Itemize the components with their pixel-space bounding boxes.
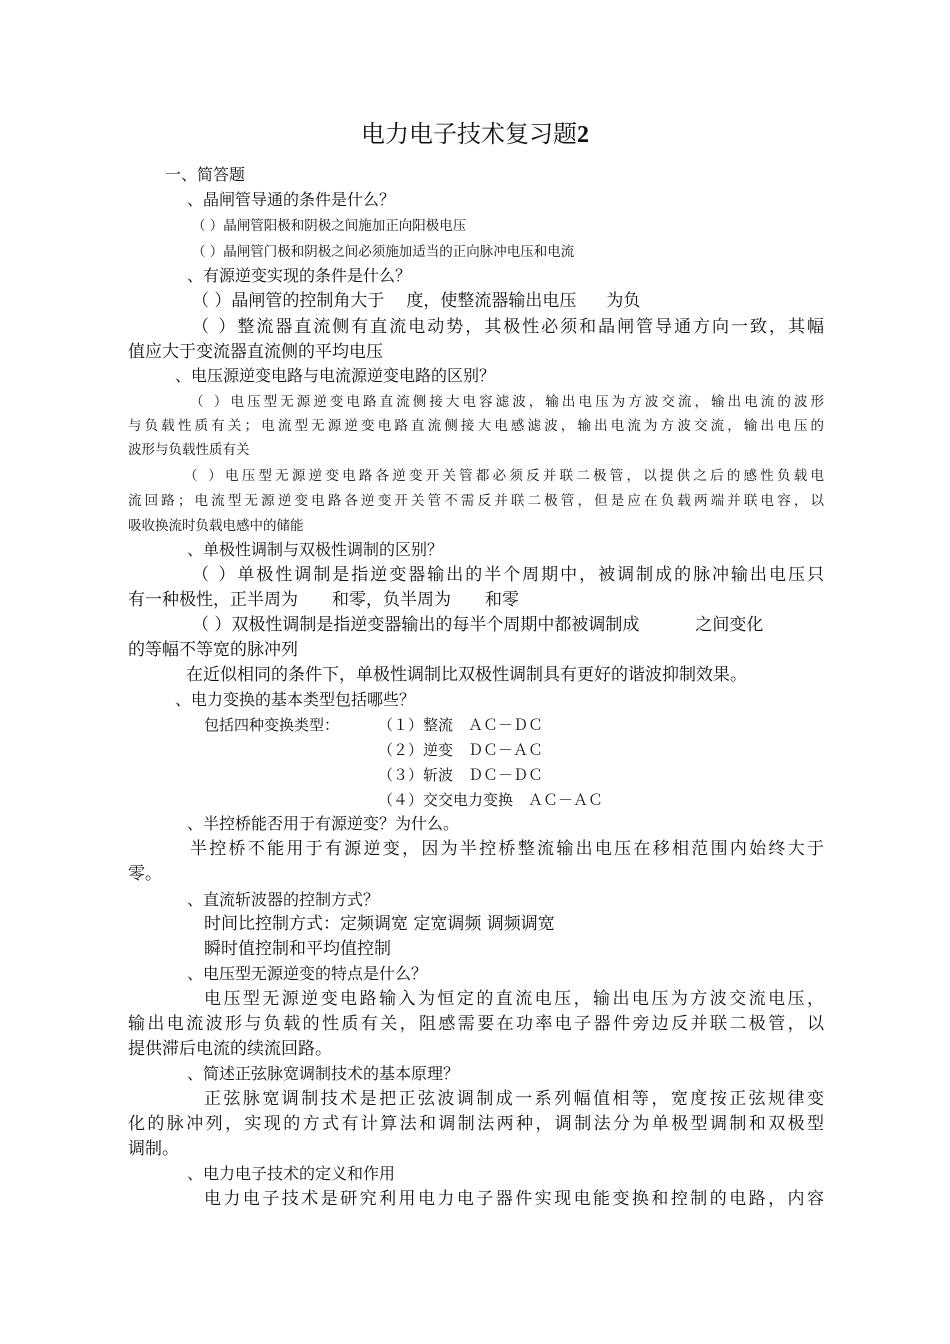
q3-answer-2-line3: 吸收换流时负载电感中的储能 bbox=[128, 518, 304, 534]
q5-item-4: （４）交交电力变换 ＡＣ－ＡＣ bbox=[378, 791, 604, 809]
q4-answer-2-line2: 的等幅不等宽的脉冲列 bbox=[128, 640, 298, 660]
q5-item-3: （３）斩波 ＤＣ－ＤＣ bbox=[378, 766, 544, 784]
q8-heading: 、电压型无源逆变的特点是什么？ bbox=[187, 964, 428, 983]
q3-answer-2-line1: （ ）电压型无源逆变电路各逆变开关管都必须反并联二极管，以提供之后的感性负载电 bbox=[184, 468, 824, 484]
q3-answer-1-line1: （ ）电压型无源逆变电路直流侧接大电容滤波，输出电压为方波交流，输出电流的波形 bbox=[190, 394, 824, 410]
q4-answer-2-line1-part1: （ ）双极性调制是指逆变器输出的每半个周期中都被调制成 bbox=[192, 615, 640, 635]
q8-answer-line3: 提供滞后电流的续流回路。 bbox=[128, 1039, 332, 1059]
q1-answer-1: （ ）晶闸管阳极和阴极之间施加正向阳极电压 bbox=[192, 218, 467, 234]
q9-answer-line3: 调制。 bbox=[128, 1139, 179, 1159]
q1-heading: 、晶闸管导通的条件是什么？ bbox=[187, 190, 396, 209]
q3-heading: 、电压源逆变电路与电流源逆变电路的区别？ bbox=[175, 366, 496, 385]
q4-answer-2-line1-part2: 之间变化 bbox=[695, 615, 764, 635]
q3-answer-2-line2: 流回路；电流型无源逆变电路各逆变开关管不需反并联二极管，但是应在负载两端并联电容，以 bbox=[128, 493, 824, 509]
q4-answer-2-line1 bbox=[192, 613, 763, 637]
q4-note: 在近似相同的条件下，单极性调制比双极性调制具有更好的谐波抑制效果。 bbox=[186, 665, 747, 685]
q2-answer-1-part1: （ ）晶闸管的控制角大于 bbox=[192, 291, 385, 311]
q7-answer-1: 时间比控制方式：定频调宽 定宽调频 调频调宽 bbox=[204, 914, 555, 934]
q2-answer-2-line2: 值应大于变流器直流侧的平均电压 bbox=[128, 342, 383, 362]
q5-item-2: （２）逆变 ＤＣ－ＡＣ bbox=[378, 741, 544, 759]
q4-answer-1-line2 bbox=[128, 588, 519, 612]
q2-answer-1 bbox=[192, 289, 640, 313]
title-number: 2 bbox=[577, 122, 589, 148]
q10-heading: 、电力电子技术的定义和作用 bbox=[187, 1164, 396, 1183]
q5-heading: 、电力变换的基本类型包括哪些？ bbox=[175, 690, 416, 709]
q4-answer-1-line2-part2: 和零，负半周为 bbox=[332, 590, 451, 610]
q2-answer-2-line1: （ ）整流器直流侧有直流电动势，其极性必须和晶闸管导通方向一致，其幅 bbox=[192, 317, 824, 337]
q8-answer-line2: 输出电流波形与负载的性质有关，阻感需要在功率电子器件旁边反并联二极管，以 bbox=[128, 1014, 824, 1034]
q10-answer-line1: 电力电子技术是研究利用电力电子器件实现电能变换和控制的电路，内容 bbox=[204, 1189, 824, 1209]
q2-answer-1-part3: 为负 bbox=[606, 291, 641, 311]
q4-answer-1-line2-part3: 和零 bbox=[485, 590, 519, 610]
q6-answer-line1: 半控桥不能用于有源逆变，因为半控桥整流输出电压在移相范围内始终大于 bbox=[190, 839, 824, 859]
q4-heading: 、单极性调制与双极性调制的区别？ bbox=[187, 540, 444, 559]
q6-heading: 、半控桥能否用于有源逆变？为什么。 bbox=[187, 814, 460, 833]
q4-answer-1-line2-part1: 有一种极性，正半周为 bbox=[128, 590, 298, 610]
title-text: 电力电子技术复习题 bbox=[361, 120, 577, 148]
q3-answer-1-line2: 与负载性质有关；电流型无源逆变电路直流侧接大电感滤波，输出电流为方波交流，输出电压的 bbox=[128, 418, 824, 434]
q4-answer-1-line1: （ ）单极性调制是指逆变器输出的半个周期中，被调制成的脉冲输出电压只 bbox=[192, 565, 824, 585]
q5-intro: 包括四种变换类型： bbox=[204, 716, 340, 734]
q9-answer-line1: 正弦脉宽调制技术是把正弦波调制成一系列幅值相等，宽度按正弦规律变 bbox=[204, 1089, 824, 1109]
q1-answer-2: （ ）晶闸管门极和阴极之间必须施加适当的正向脉冲电压和电流 bbox=[192, 244, 575, 260]
section-heading: 一、简答题 bbox=[165, 165, 246, 184]
q7-answer-2: 瞬时值控制和平均值控制 bbox=[204, 939, 391, 959]
q2-answer-1-part2: 度，使整流器输出电压 bbox=[406, 291, 577, 311]
q2-heading: 、有源逆变实现的条件是什么？ bbox=[187, 266, 412, 285]
q8-answer-line1: 电压型无源逆变电路输入为恒定的直流电压，输出电压为方波交流电压， bbox=[204, 989, 824, 1009]
q6-answer-line2: 零。 bbox=[128, 864, 162, 884]
q7-heading: 、直流斩波器的控制方式？ bbox=[187, 890, 380, 909]
q3-answer-1-line3: 波形与负载性质有关 bbox=[128, 442, 250, 458]
q9-answer-line2: 化的脉冲列，实现的方式有计算法和调制法两种，调制法分为单极型调制和双极型 bbox=[128, 1114, 824, 1134]
q5-item-1: （１）整流 ＡＣ－ＤＣ bbox=[378, 716, 544, 734]
q9-heading: 、简述正弦脉宽调制技术的基本原理？ bbox=[187, 1064, 460, 1083]
document-title bbox=[0, 118, 950, 151]
